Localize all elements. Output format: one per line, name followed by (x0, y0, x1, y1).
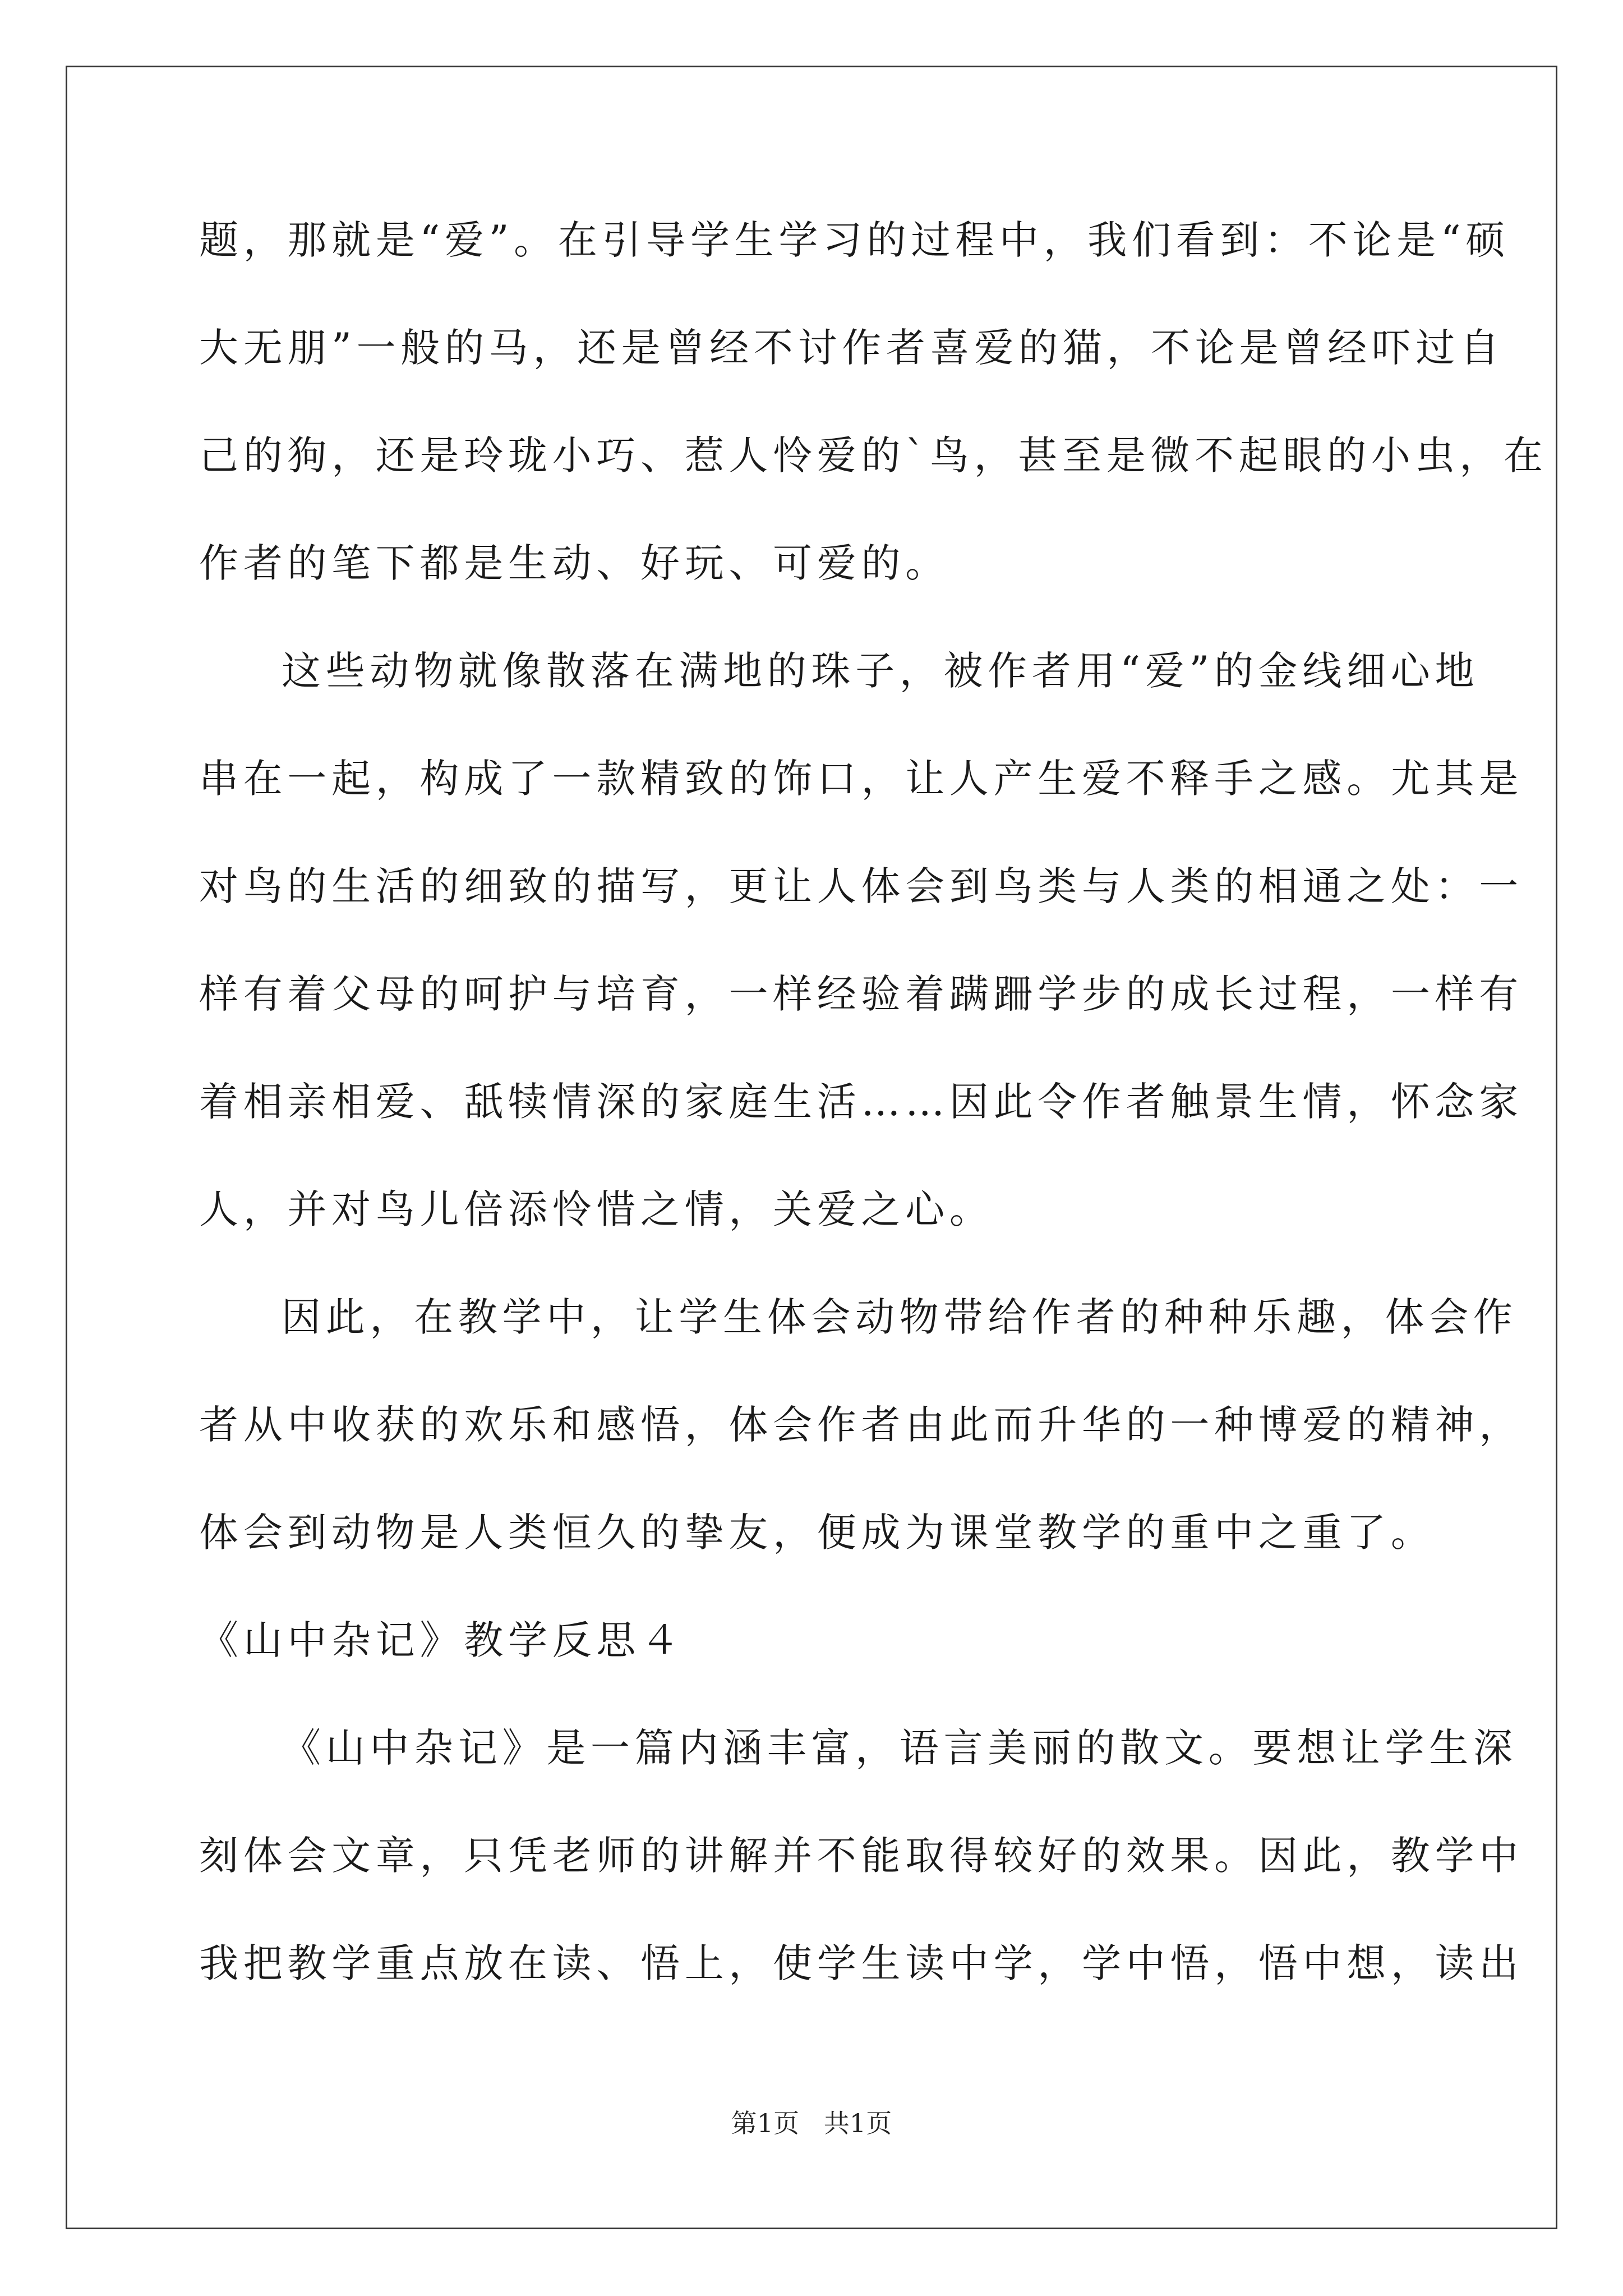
paragraph-4-line-3: 我把教学重点放在读、悟上，使学生读中学，学中悟，悟中想，读出 (199, 1940, 1523, 1986)
paragraph-2-line-4: 样有着父母的呵护与培育，一样经验着蹒跚学步的成长过程，一样有 (199, 971, 1523, 1017)
paragraph-2-line-3: 对鸟的生活的细致的描写，更让人体会到鸟类与人类的相通之处：一 (199, 863, 1523, 909)
paragraph-3-line-1: 因此，在教学中，让学生体会动物带给作者的种种乐趣，体会作 (282, 1294, 1518, 1340)
text-line-4: 作者的笔下都是生动、好玩、可爱的。 (199, 540, 949, 586)
text-line-2: 大无朋”一般的马，还是曾经不讨作者喜爱的猫，不论是曾经吓过自 (199, 325, 1504, 371)
paragraph-3-line-2: 者从中收获的欢乐和感悟，体会作者由此而升华的一种博爱的精神， (199, 1402, 1523, 1448)
paragraph-2-line-2: 串在一起，构成了一款精致的饰口，让人产生爱不释手之感。尤其是 (199, 756, 1523, 802)
paragraph-2-line-5: 着相亲相爱、舐犊情深的家庭生活……因此令作者触景生情，怀念家 (199, 1079, 1523, 1125)
page-border (66, 66, 1557, 2229)
page-number-footer: 第1页 共1页 (731, 2108, 892, 2138)
text-line-1: 题，那就是“爱”。在引导学生学习的过程中，我们看到：不论是“硕 (199, 217, 1510, 263)
paragraph-2-line-6: 人，并对鸟儿倍添怜惜之情，关爱之心。 (199, 1186, 994, 1232)
paragraph-4-line-1: 《山中杂记》是一篇内涵丰富，语言美丽的散文。要想让学生深 (282, 1725, 1518, 1771)
paragraph-4-line-2: 刻体会文章，只凭老师的讲解并不能取得较好的效果。因此，教学中 (199, 1833, 1523, 1879)
section-heading: 《山中杂记》教学反思４ (199, 1617, 685, 1663)
text-line-3: 己的狗，还是玲珑小巧、惹人怜爱的`鸟，甚至是微不起眼的小虫，在 (199, 432, 1548, 478)
paragraph-2-line-1: 这些动物就像散落在满地的珠子，被作者用“爱”的金线细心地 (282, 648, 1479, 694)
paragraph-3-line-3: 体会到动物是人类恒久的挚友，便成为课堂教学的重中之重了。 (199, 1510, 1435, 1556)
